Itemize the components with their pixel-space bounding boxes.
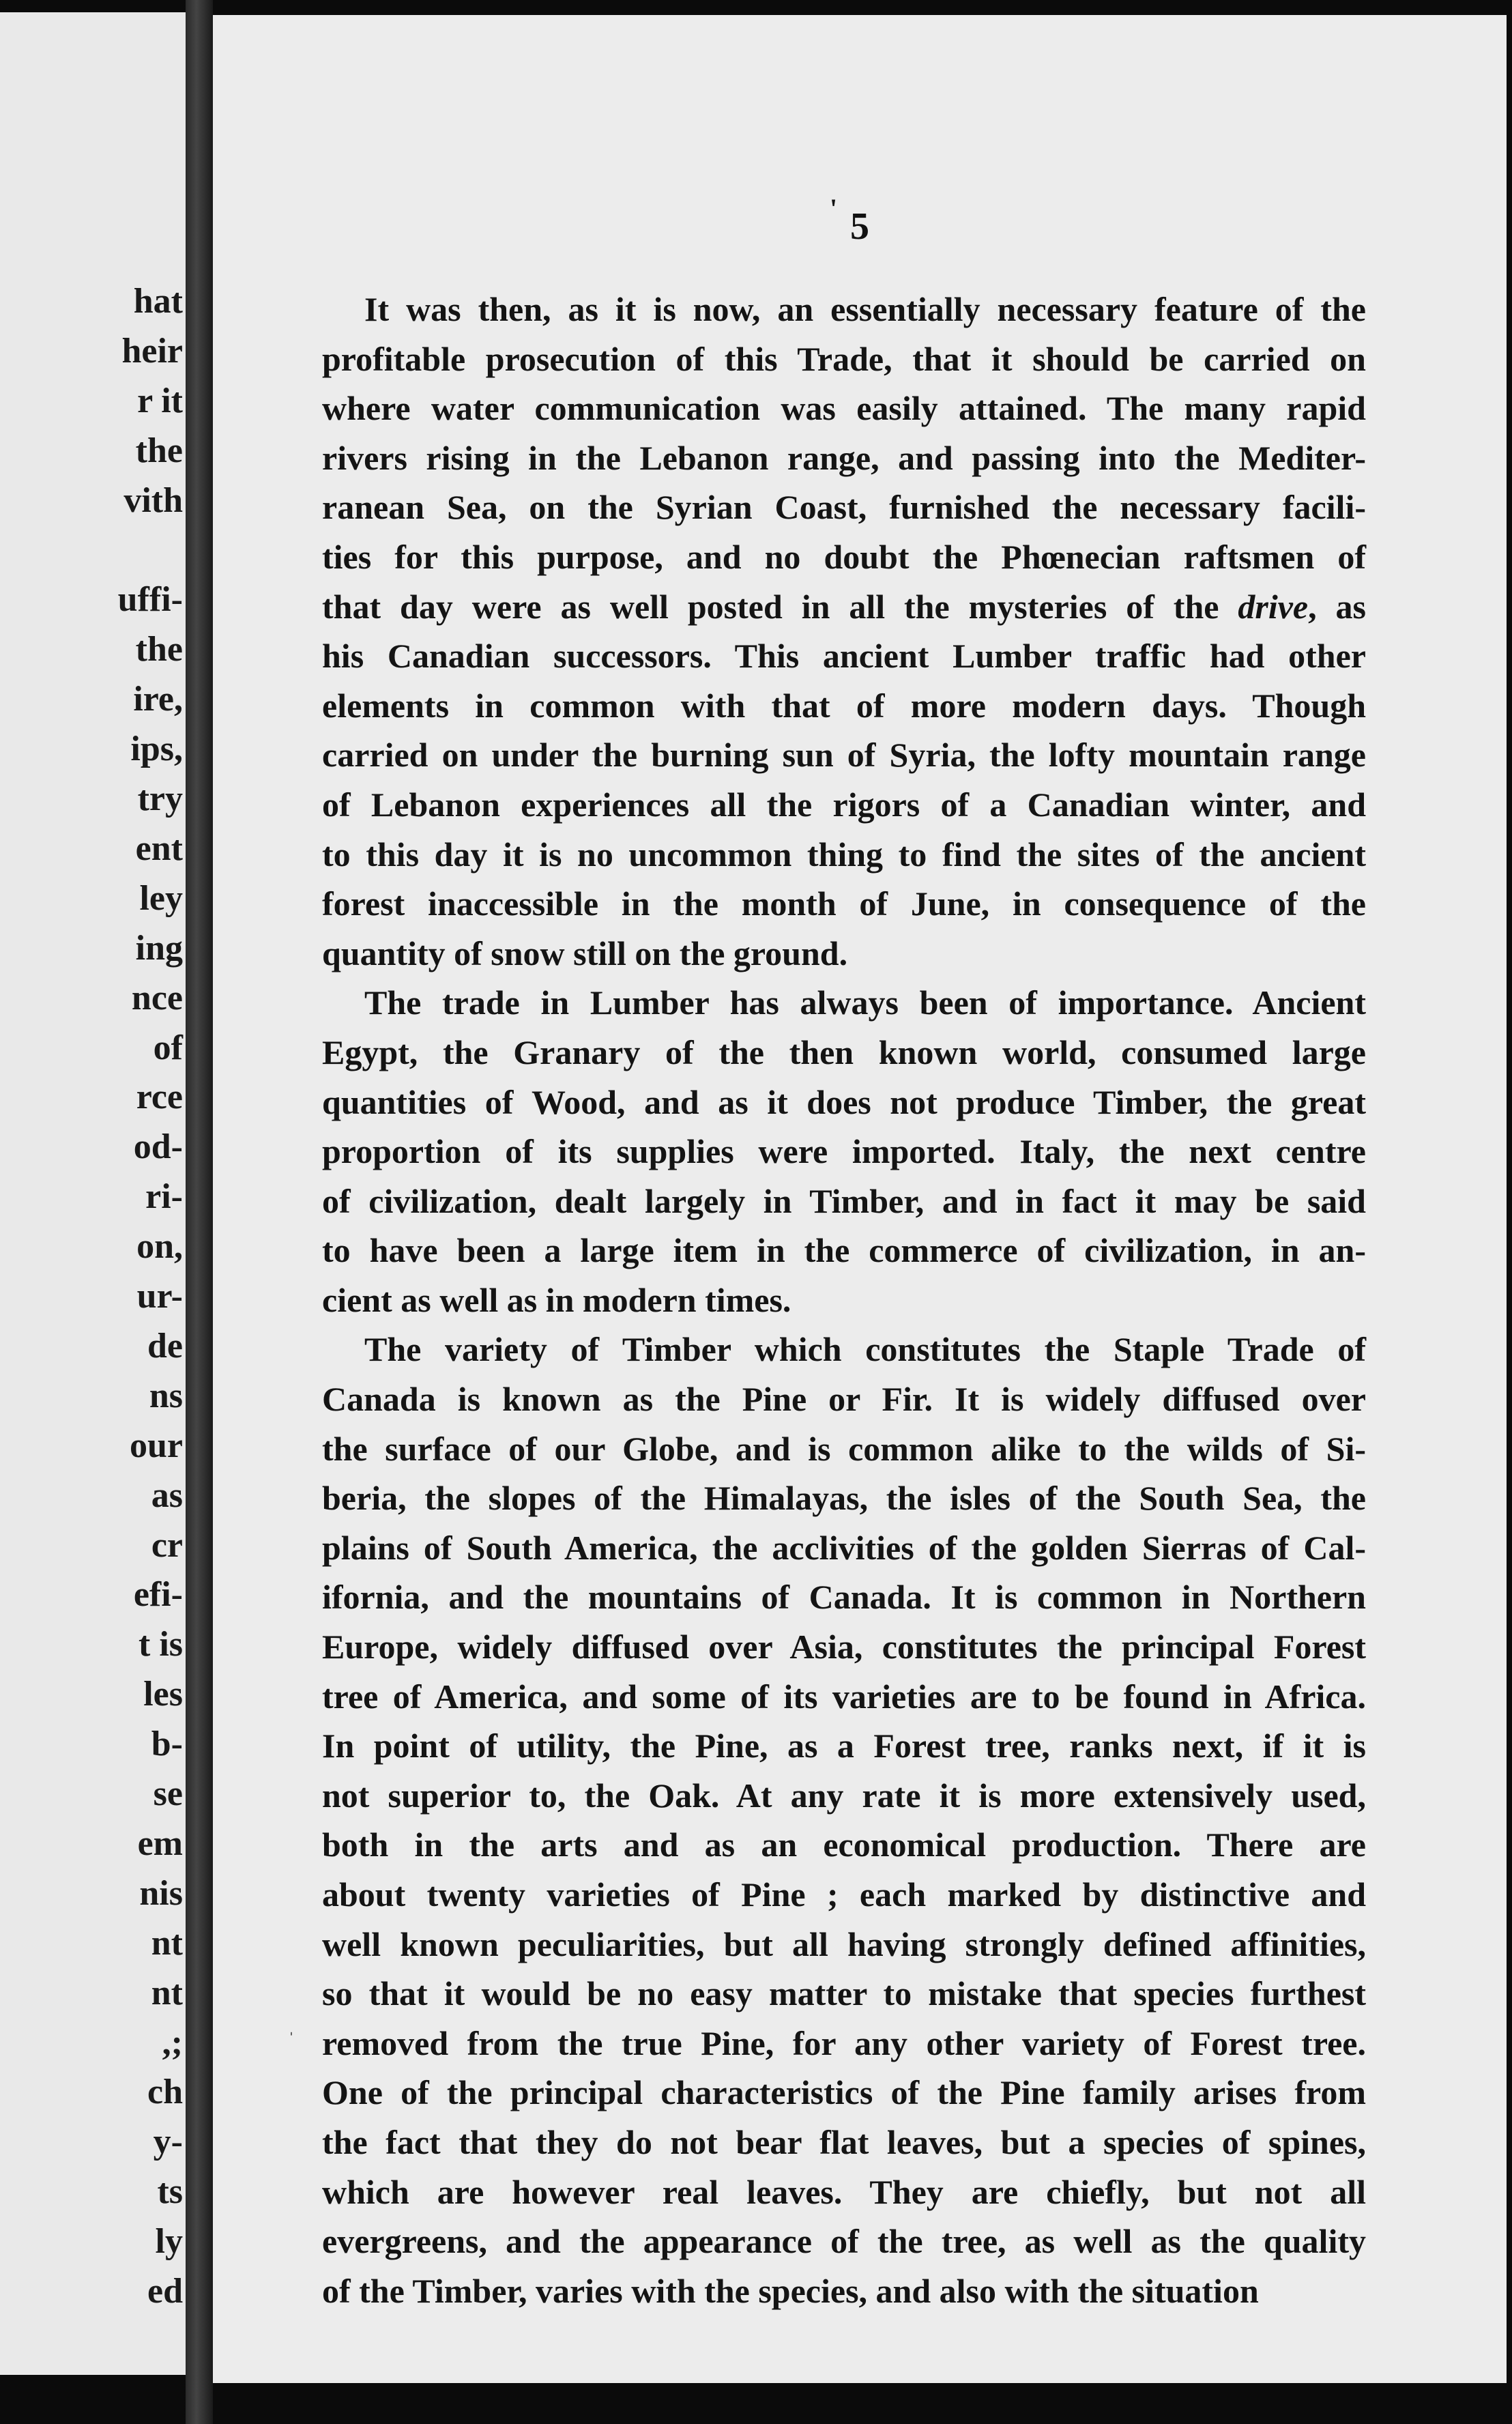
page-number [213,193,1507,248]
text-line: One of the principal characteristics of the Pine family arises from [322,2073,1366,2112]
text-line: that day were as well posted in all the mysteries of the drive, as [322,587,1366,626]
left-page-fragment: t is [139,1625,183,1664]
paragraph [322,1325,1366,2315]
text-line: which are however real leaves. They are chiefly, but not all [322,2172,1366,2211]
text-line: of civilization, dealt largely in Timber, and in fact it may be said [322,1181,1366,1220]
left-page-fragment: uffi- [117,580,183,620]
text-line: tree of America, and some of its varieties are to be found in Africa. [322,1677,1366,1716]
text-line: to this day it is no uncommon thing to find the sites of the ancient [322,835,1366,874]
text-line: It was then, as it is now, an essentially necessary feature of the [364,290,1366,328]
left-page-fragment: vith [123,480,183,520]
text-line: rivers rising in the Lebanon range, and passing into the Mediter- [322,438,1366,477]
text-line: proportion of its supplies were imported. Italy, the next centre [322,1132,1366,1171]
left-page-fragment: ire, [133,680,183,719]
text-line: The variety of Timber which constitutes the Staple Trade of [364,1330,1366,1369]
text-line: both in the arts and as an economical production. There are [322,1826,1366,1864]
body-text [322,285,1366,2315]
text-line: ties for this purpose, and no doubt the Phœnecian raftsmen of [322,537,1366,576]
text-line: Europe, widely diffused over Asia, constitutes the principal Forest [322,1628,1366,1666]
text-line: so that it would be no easy matter to mistake that species furthest [322,1974,1366,2013]
paragraph [322,285,1366,978]
left-page-fragment: ing [135,928,183,968]
left-page-fragment: ley [139,878,183,918]
text-line: where water communication was easily attained. The many rapid [322,389,1366,428]
left-page-fragment: as [151,1475,183,1515]
text-line: to have been a large item in the commerce of civilization, in an- [322,1231,1366,1270]
previous-page-fragment [0,12,186,2375]
text-line: forest inaccessible in the month of June, in consequence of the [322,884,1366,923]
left-page-fragment: ly [155,2222,183,2262]
paragraph [322,978,1366,1325]
text-line: ranean Sea, on the Syrian Coast, furnished the necessary facili- [322,488,1366,527]
left-page-fragment: our [130,1426,183,1465]
left-page-fragment: ent [135,828,183,868]
text-line: plains of South America, the acclivities of the golden Sierras of Cal- [322,1528,1366,1567]
left-page-fragment: nce [131,978,183,1018]
text-line: his Canadian successors. This ancient Lumber traffic had other [322,637,1366,676]
text-line: elements in common with that of more modern days. Though [322,686,1366,725]
left-page-fragment: rce [136,1078,183,1117]
left-page-fragment: nis [139,1873,183,1913]
left-page-fragment: od- [133,1127,183,1167]
stray-mark: ˌ [288,2013,295,2036]
left-page-fragment: y- [153,2122,183,2162]
left-page-fragment: les [143,1675,183,1714]
text-line: In point of utility, the Pine, as a Forest tree, ranks next, if it is [322,1727,1366,1765]
text-line: removed from the true Pine, for any other variety of Forest tree. [322,2023,1366,2062]
left-page-fragment: ur- [136,1277,183,1316]
left-page-fragment: hat [133,282,183,321]
left-page-fragment: ed [147,2272,183,2311]
text-line: evergreens, and the appearance of the tree, as well as the quality [322,2222,1366,2261]
left-page-fragment: on, [136,1227,183,1267]
left-page-fragment: r it [137,381,183,420]
text-line: ifornia, and the mountains of Canada. It is common in Northern [322,1578,1366,1617]
text-line: carried on under the burning sun of Syria, the lofty mountain range [322,736,1366,775]
text-line: quantity of snow still on the ground. [322,934,848,972]
text-line: the surface of our Globe, and is common alike to the wilds of Si- [322,1429,1366,1468]
text-line: Canada is known as the Pine or Fir. It is widely diffused over [322,1380,1366,1419]
text-line: Egypt, the Granary of the then known world, consumed large [322,1033,1366,1071]
text-line: of Lebanon experiences all the rigors of a Canadian winter, and [322,785,1366,824]
text-line: The trade in Lumber has always been of importance. Ancient [364,983,1366,1022]
left-page-fragment: ch [147,2073,183,2112]
text-line: the fact that they do not bear flat leaves, but a species of spines, [322,2122,1366,2161]
book-page [213,15,1507,2383]
left-page-fragment: the [135,431,183,470]
page-mark: ' [830,193,838,224]
text-line: about twenty varieties of Pine ; each marked by distinctive and [322,1875,1366,1914]
text-line: beria, the slopes of the Himalayas, the isles of the South Sea, the [322,1479,1366,1518]
left-page-fragment: ri- [145,1177,183,1217]
left-page-fragment: ts [157,2172,183,2212]
text-line: quantities of Wood, and as it does not produce Timber, the great [322,1082,1366,1121]
left-page-fragment: nt [151,1923,183,1963]
text-line: well known peculiarities, but all having strongly defined affinities, [322,1924,1366,1963]
left-page-fragment: of [153,1028,183,1067]
text-line: not superior to, the Oak. At any rate it is more extensively used, [322,1776,1366,1815]
left-page-fragment: nt [151,1973,183,2012]
page-number-text: 5 [850,205,869,248]
left-page-fragment: heir [121,331,183,371]
text-line: profitable prosecution of this Trade, that it should be carried on [322,339,1366,378]
left-page-fragment: se [153,1774,183,1813]
left-page-fragment: try [137,779,183,818]
left-page-fragment: ,; [162,2023,183,2062]
left-page-fragment: efi- [133,1575,183,1615]
text-line: cient as well as in modern times. [322,1280,791,1319]
left-page-fragment: b- [151,1725,183,1764]
left-page-fragment: the [135,630,183,669]
left-page-fragment: ns [149,1376,183,1415]
left-page-fragment: ips, [130,730,183,769]
left-page-fragment: de [147,1326,183,1366]
book-gutter [186,0,213,2424]
left-page-fragment: em [137,1823,183,1863]
text-line: of the Timber, varies with the species, and also with the situation [322,2271,1259,2310]
left-page-fragment: cr [151,1525,183,1565]
